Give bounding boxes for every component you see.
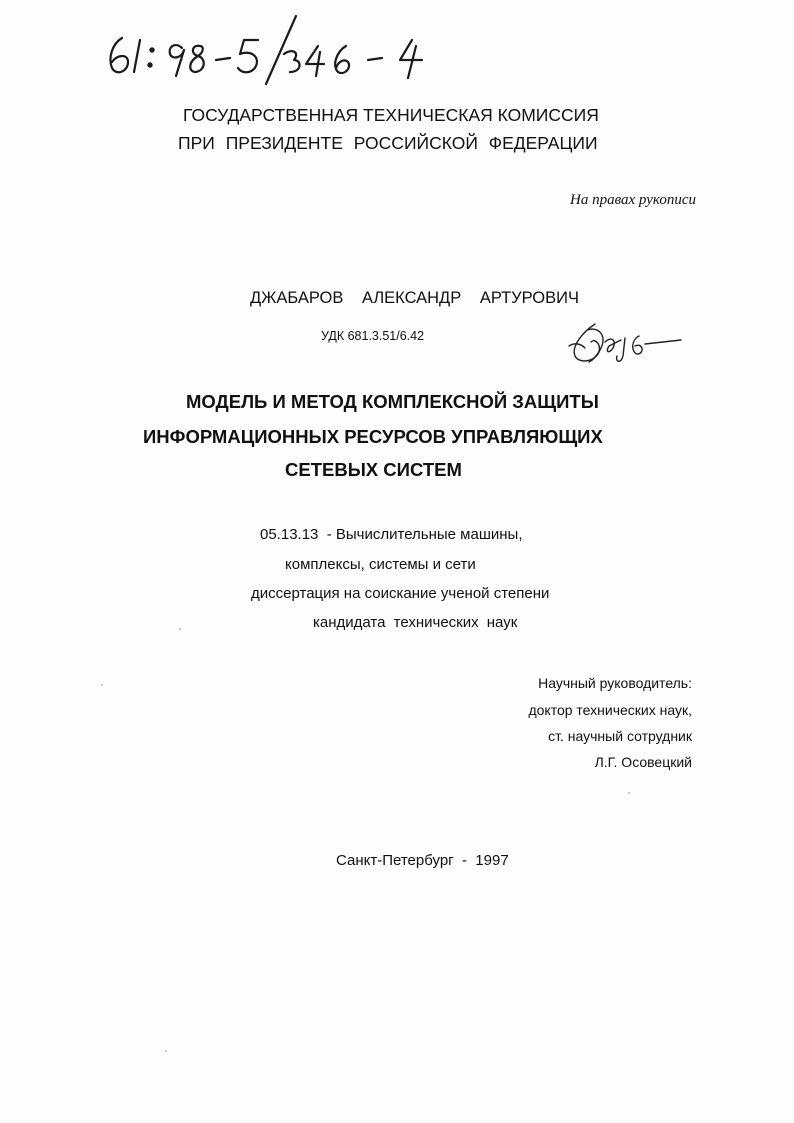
header-line-2: ПРИ ПРЕЗИДЕНТЕ РОССИЙСКОЙ ФЕДЕРАЦИИ bbox=[178, 133, 598, 153]
handwritten-archive-code bbox=[100, 10, 440, 90]
advisor-position: ст. научный сотрудник bbox=[548, 728, 692, 744]
header-line-1: ГОСУДАРСТВЕННАЯ ТЕХНИЧЕСКАЯ КОМИССИЯ bbox=[183, 105, 599, 125]
author-name: ДЖАБАРОВ АЛЕКСАНДР АРТУРОВИЧ bbox=[250, 289, 579, 307]
rights-note: На правах рукописи bbox=[570, 192, 696, 208]
signature-mark bbox=[565, 318, 685, 368]
specialty-line-1: 05.13.13 - Вычислительные машины, bbox=[260, 526, 523, 543]
specialty-line-2: комплексы, системы и сети bbox=[285, 556, 476, 573]
advisor-degree: доктор технических наук, bbox=[528, 702, 692, 718]
dissertation-title-line-1: МОДЕЛЬ И МЕТОД КОМПЛЕКСНОЙ ЗАЩИТЫ bbox=[186, 391, 599, 412]
scan-speck bbox=[628, 792, 630, 794]
dissertation-title-line-2: ИНФОРМАЦИОННЫХ РЕСУРСОВ УПРАВЛЯЮЩИХ bbox=[143, 426, 603, 447]
scan-speck bbox=[165, 1050, 167, 1052]
scan-speck bbox=[179, 628, 181, 630]
specialty-line-4: кандидата технических наук bbox=[313, 614, 518, 631]
udk-code: УДК 681.3.51/6.42 bbox=[321, 329, 425, 343]
scan-speck bbox=[101, 684, 103, 686]
specialty-line-3: диссертация на соискание ученой степени bbox=[251, 585, 550, 602]
archive-code-text bbox=[0, 0, 1, 1]
advisor-label: Научный руководитель: bbox=[538, 675, 692, 691]
advisor-name: Л.Г. Осовецкий bbox=[594, 754, 692, 770]
dissertation-title-line-3: СЕТЕВЫХ СИСТЕМ bbox=[285, 459, 462, 480]
city-year: Санкт-Петербург - 1997 bbox=[336, 852, 509, 869]
